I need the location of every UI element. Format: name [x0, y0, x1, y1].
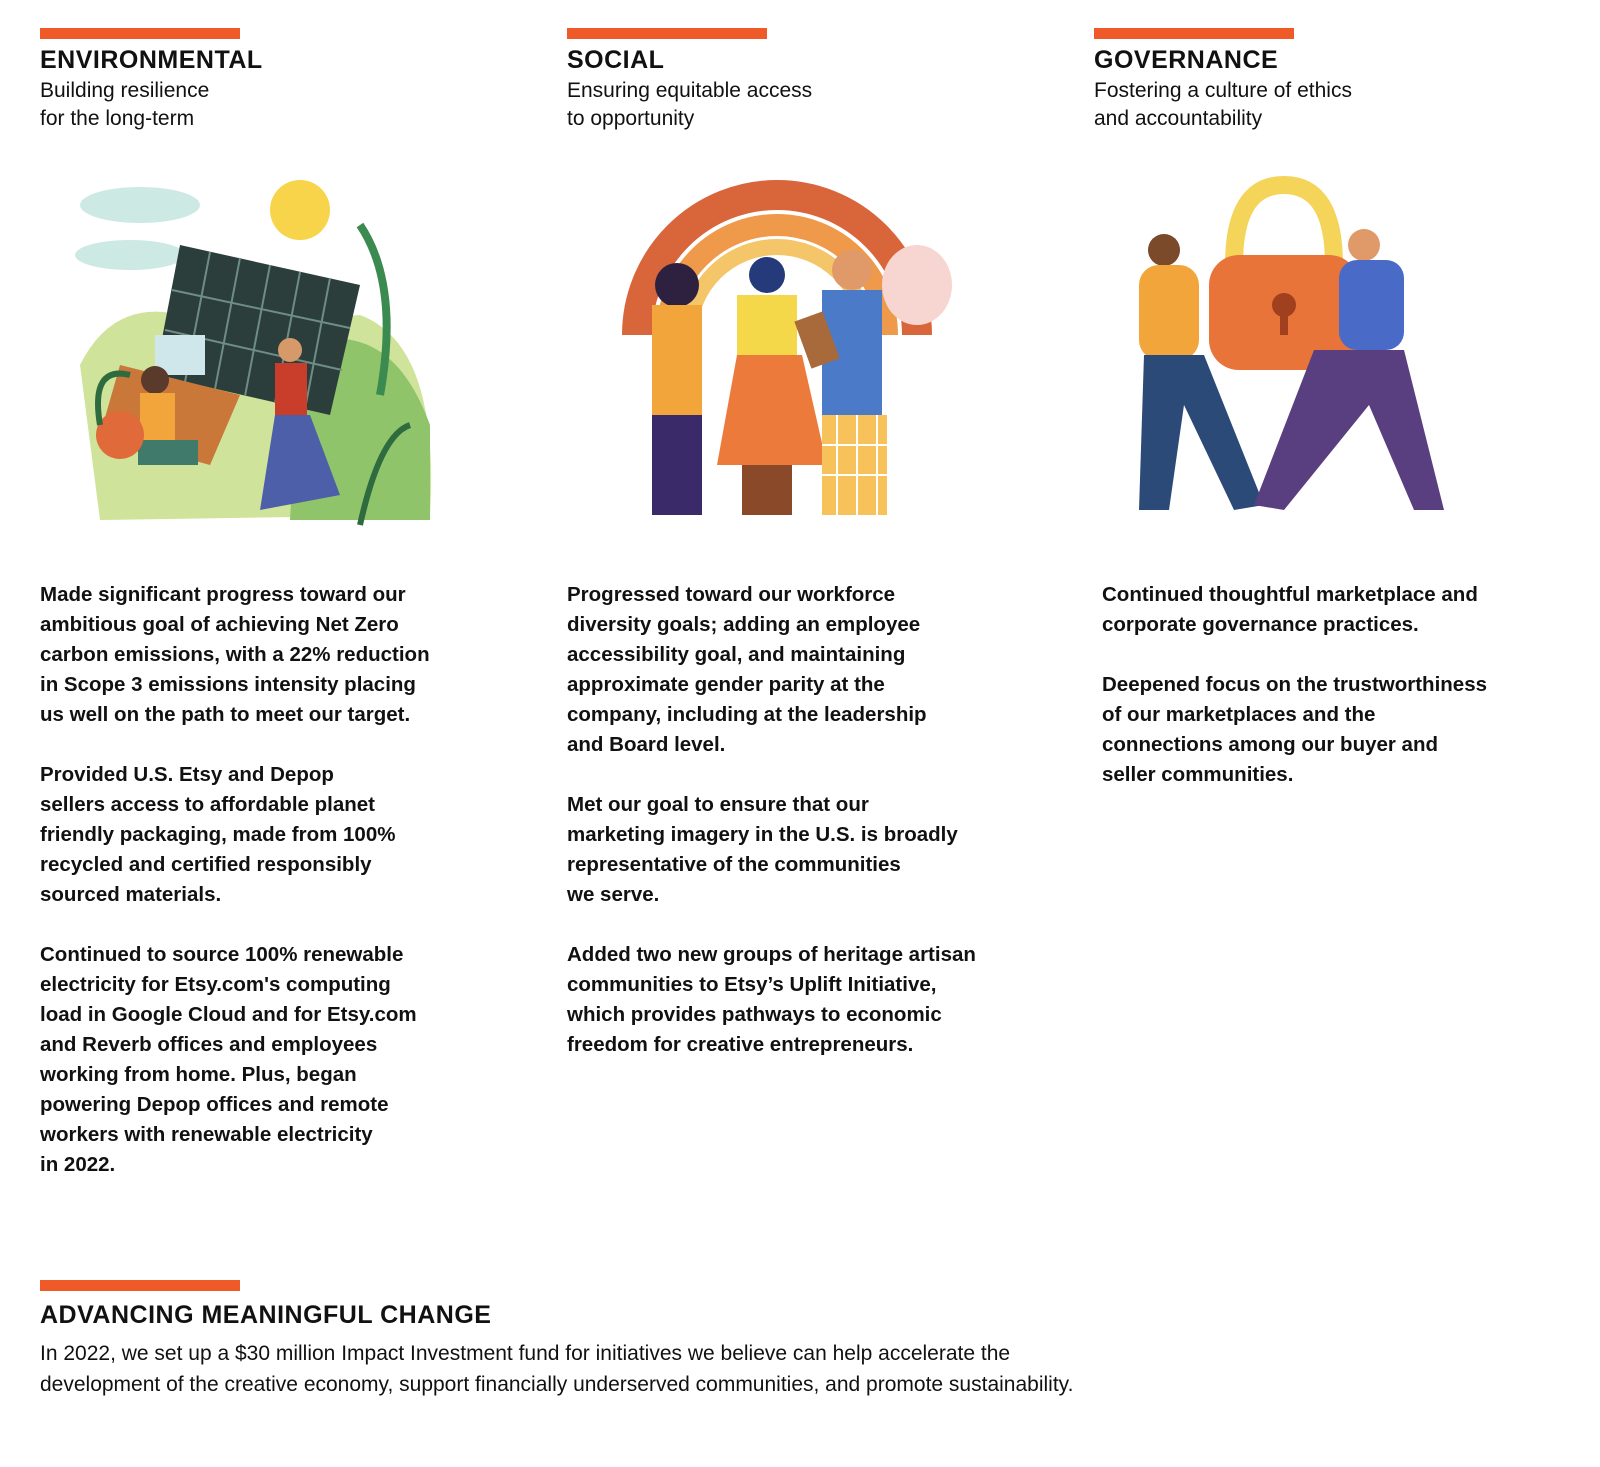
paragraph: Deepened focus on the trustworthiness of our marketplaces and the connections among our buyer and seller communities.	[1102, 673, 1487, 786]
paragraph: Made significant progress toward our ambitious goal of achieving Net Zero carbon emissions, with a 22% reduction in Scope 3 emissions intensity placing us well on the path to meet our target.	[40, 583, 430, 726]
section-title: ENVIRONMENTAL	[40, 46, 263, 74]
paragraph: Continued to source 100% renewable electricity for Etsy.com's computing load in Google Cloud and for Etsy.com and Reverb offices and employees working from home. Plus, began powering Depop offices and remote workers with renewable electricity in 2022.	[40, 943, 417, 1176]
paragraph: Continued thoughtful marketplace and corporate governance practices.	[1102, 583, 1478, 636]
paragraph: Provided U.S. Etsy and Depop sellers access to affordable planet friendly packaging, made from 100% recycled and certified responsibly sourced materials.	[40, 763, 396, 906]
section-body	[567, 580, 976, 1090]
accent-bar	[40, 28, 240, 39]
paragraph: Met our goal to ensure that our marketing imagery in the U.S. is broadly representative of the communities we serve.	[567, 793, 958, 906]
section-subtitle: Building resilience for the long-term	[40, 79, 210, 130]
accent-bar	[1094, 28, 1294, 39]
accent-bar	[567, 28, 767, 39]
section-title: GOVERNANCE	[1094, 46, 1279, 74]
people-carrying-padlock-illustration	[1114, 165, 1494, 545]
solar-panel-workers-illustration	[60, 165, 440, 545]
paragraph: Progressed toward our workforce diversity goals; adding an employee accessibility goal, and maintaining approximate gender parity at the company, including at the leadership and Board level.	[567, 583, 927, 756]
diverse-people-rainbow-illustration	[587, 165, 967, 545]
section-body	[40, 580, 430, 1210]
accent-bar	[40, 1280, 240, 1291]
section-body	[1102, 580, 1487, 820]
section-subtitle: Fostering a culture of ethics and accountability	[1094, 79, 1352, 130]
section-subtitle: Ensuring equitable access to opportunity	[567, 79, 813, 130]
section-text: In 2022, we set up a $30 million Impact Investment fund for initiatives we believe can help accelerate the development of the creative economy, support financially underserved communities, and promote sustainability.	[40, 1342, 1074, 1396]
paragraph: Added two new groups of heritage artisan communities to Etsy’s Uplift Initiative, which provides pathways to economic freedom for creative entrepreneurs.	[567, 943, 976, 1056]
section-title: SOCIAL	[567, 46, 665, 74]
section-title: ADVANCING MEANINGFUL CHANGE	[40, 1301, 492, 1329]
